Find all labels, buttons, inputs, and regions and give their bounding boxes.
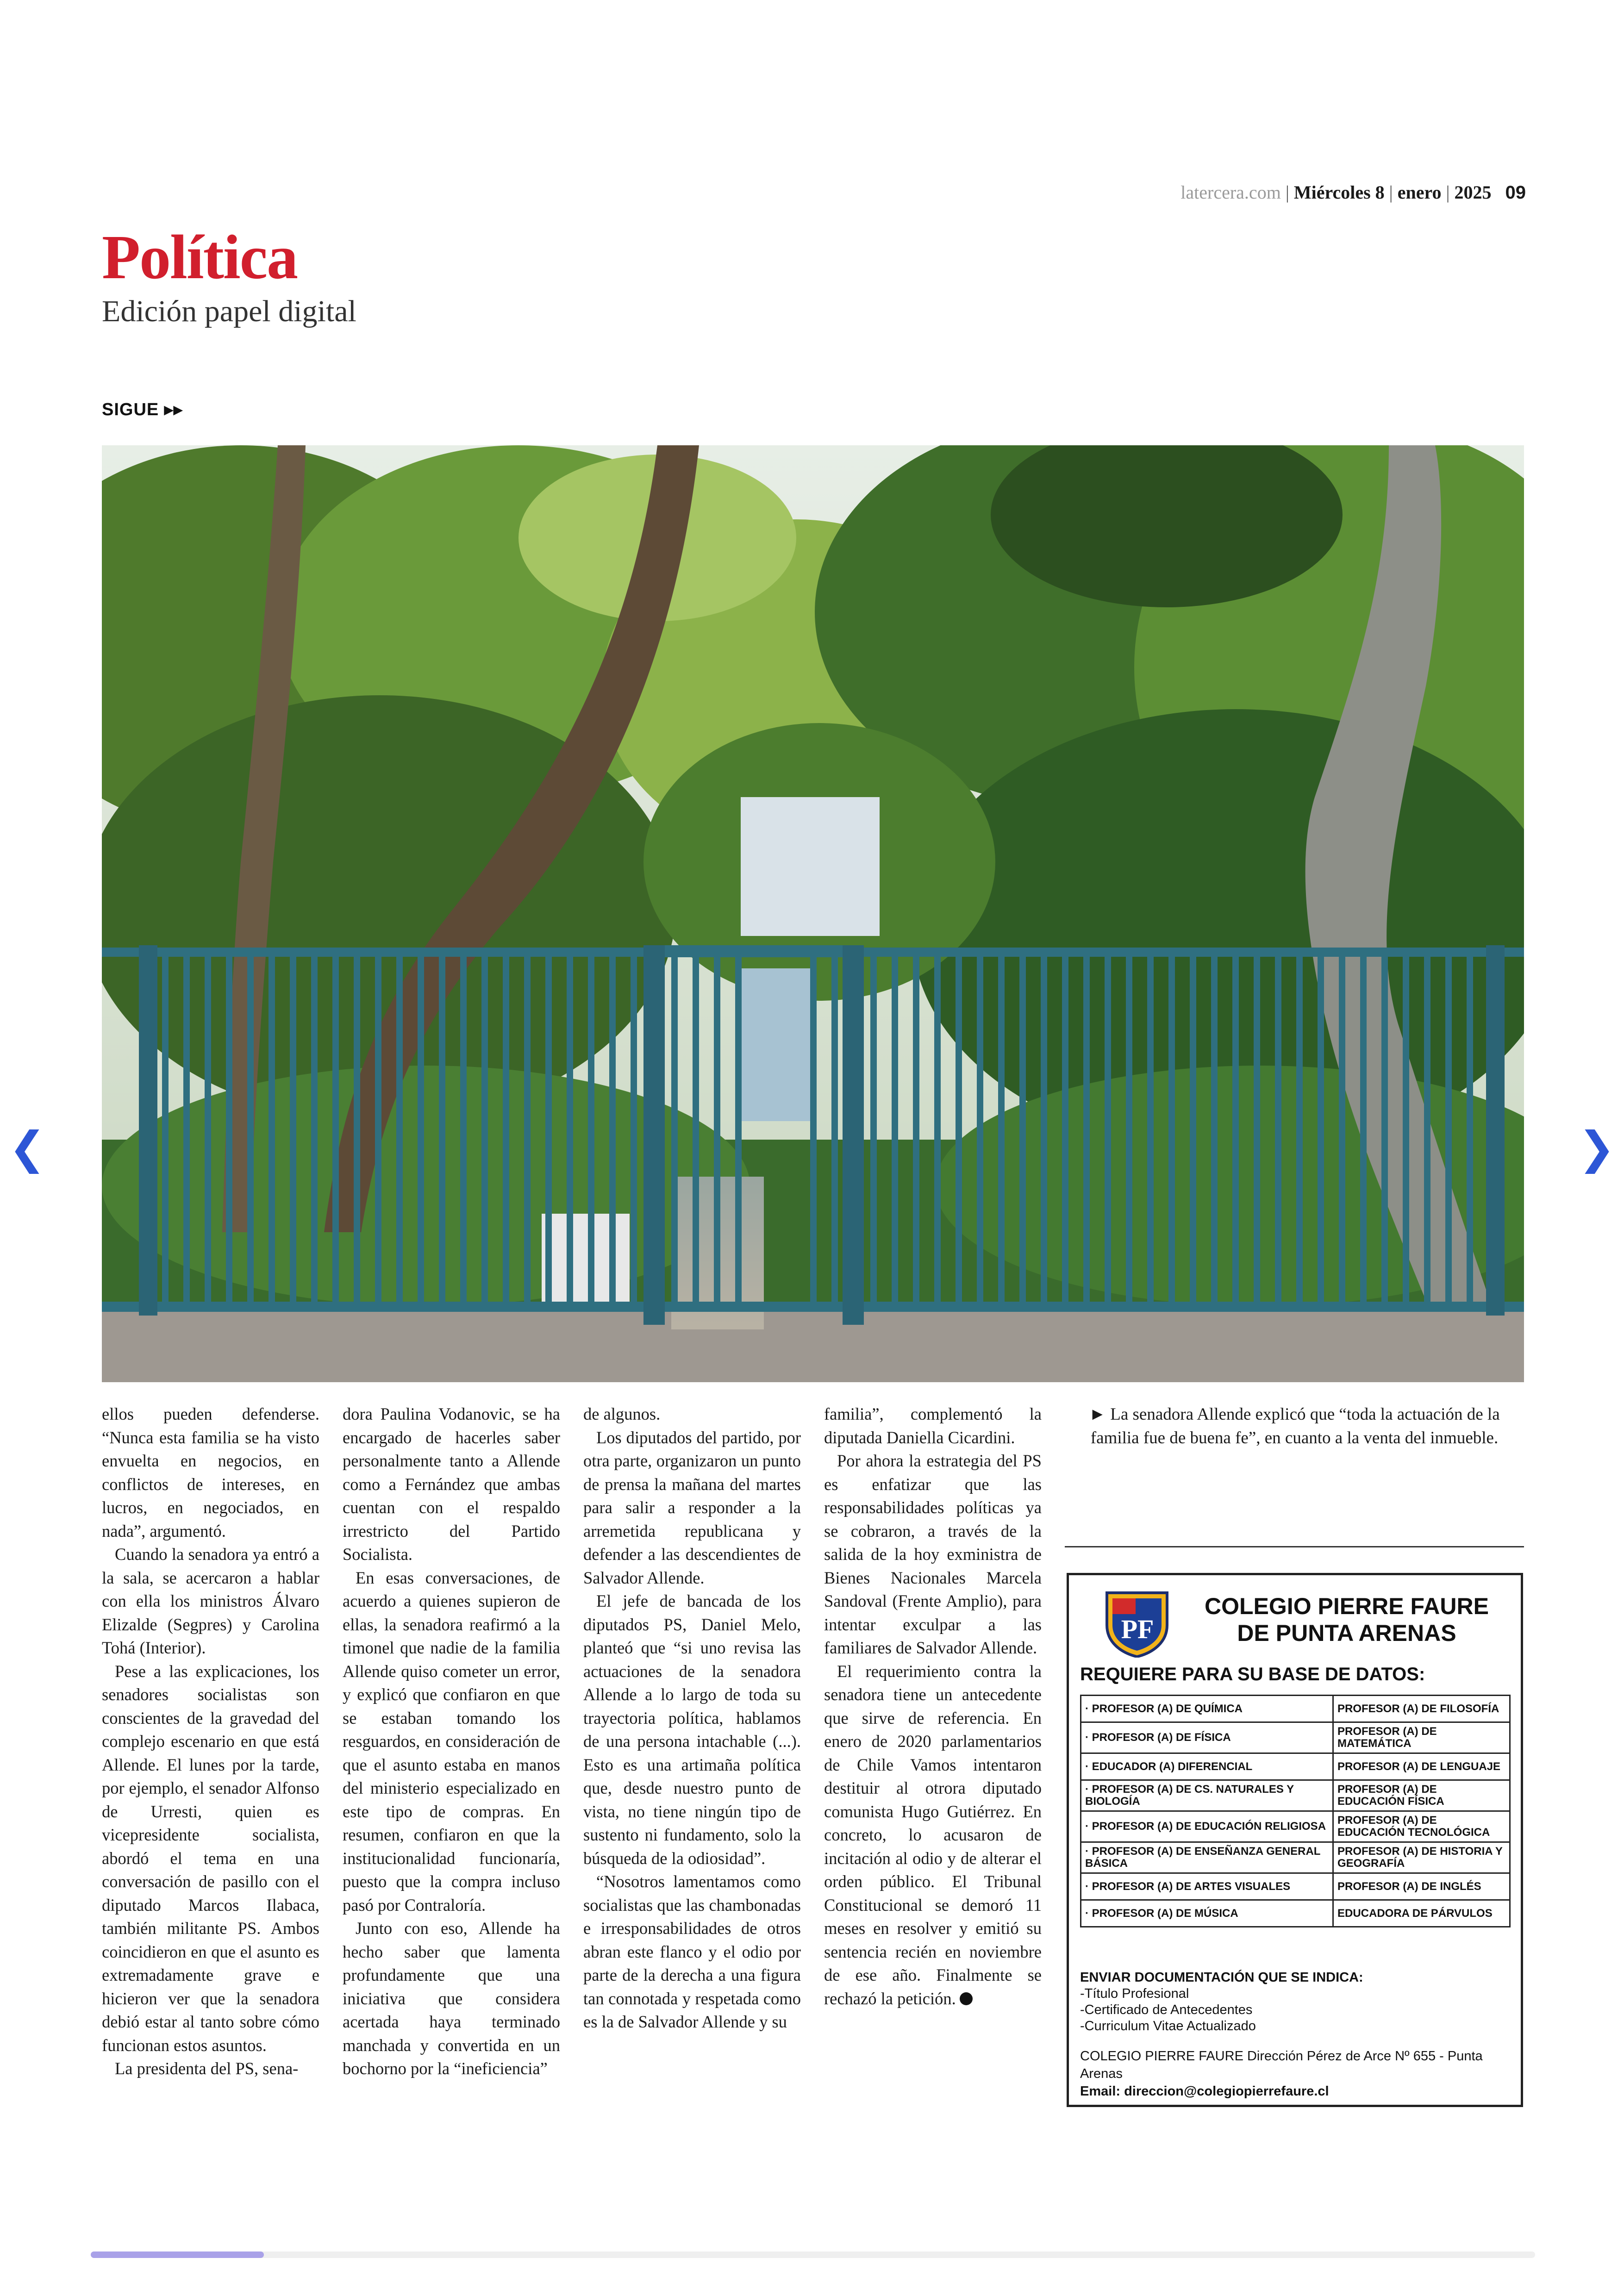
fence-bar [396, 950, 403, 1311]
article-paragraph: familia”, complementó la diputada Daniella Cicardini. [824, 1404, 1042, 1447]
position-cell: PROFESOR (A) DE FILOSOFÍA [1333, 1696, 1510, 1722]
position-cell: · PROFESOR (A) DE FÍSICA [1081, 1722, 1333, 1753]
fence-bar [1083, 950, 1090, 1311]
fence-bar [162, 950, 169, 1311]
position-cell: · PROFESOR (A) DE ARTES VISUALES [1081, 1873, 1333, 1900]
position-cell: · PROFESOR (A) DE ENSEÑANZA GENERAL BÁSICA [1081, 1842, 1333, 1873]
positions-table [1080, 1695, 1511, 1927]
ad-footer [1080, 2047, 1515, 2100]
fence-bar [439, 950, 445, 1311]
school-address: COLEGIO PIERRE FAURE Dirección Pérez de Arce Nº 655 - Punta Arenas [1080, 2049, 1483, 2081]
article-paragraph: “Nosotros lamentamos como socialistas que las chambonadas e irresponsabilidades de otros abran este flanco y el odio por parte de la derecha a una figura tan connotada y respetada como es la de Salvador Allende y su [583, 1872, 801, 2031]
position-cell: · EDUCADOR (A) DIFERENCIAL [1081, 1753, 1333, 1780]
article-paragraph-text: El requerimiento contra la senadora tiene un antecedente que sirve de referencia. En enero de 2020 parlamentarios de Chile Vamos intentaron destituir al otrora diputado comunista Hugo Gutiérrez. En concreto, lo acusaron de incitación al odio y de alterar el orden público. El Tribunal Constitucional se demoró 11 meses en resolver y emitió su sentencia recién en noviembre de ese año. Finalmente se rechazó la petición. [824, 1661, 1042, 2008]
fence-bar [503, 950, 509, 1311]
date-day: Miércoles 8 [1293, 182, 1385, 203]
article-paragraph: El jefe de bancada de los diputados PS, Daniel Melo, planteó que “si uno revisa las actuaciones de la senadora Allende a lo largo de toda su trayectoria política, hablamos de una persona intachable (...). Esto es una artimaña política que, desde nuestro punto de vista, no tiene ningún tipo de sustento ni fundamento, solo la búsqueda de la odiosidad”. [583, 1591, 801, 1868]
fence-bar [332, 950, 339, 1311]
chevron-right-icon: ❯ [1578, 1122, 1616, 1174]
article-paragraph: En esas conversaciones, de acuerdo a quienes supieron de ellas, la senadora reafirmó a la timonel que nadie de la familia Allende quiso cometer un error, y explicó que confiaron en que se estaban tomando los resguardos, en consideración de que el asunto estaba en manos del ministerio especializado en este tipo de compras. En resumen, confiaron en que la institucionalidad funcionaría, puesto que la compra incluso pasó por Contraloría. [343, 1568, 560, 1915]
photo-caption: ► La senadora Allende explicó que “toda la actuación de la familia fue de buena fe”, en cuanto a la venta del inmueble. [1089, 1405, 1500, 1447]
article-paragraph: de algunos. [583, 1404, 661, 1423]
documents-section [1080, 1970, 1363, 2034]
school-job-ad [1067, 1573, 1523, 2107]
house-gate-photo [102, 445, 1524, 1382]
fence-bar [247, 950, 254, 1311]
position-cell: EDUCADORA DE PÁRVULOS [1333, 1900, 1510, 1927]
crest-letters: PF [1121, 1614, 1154, 1644]
position-cell: · PROFESOR (A) DE CS. NATURALES Y BIOLOGÍA [1081, 1780, 1333, 1811]
article-paragraph: La presidenta del PS, sena- [115, 2059, 299, 2078]
fence-bar [1445, 950, 1452, 1311]
fence-bar [1467, 950, 1473, 1311]
fence-bar [545, 950, 552, 1311]
position-cell: PROFESOR (A) DE HISTORIA Y GEOGRAFÍA [1333, 1842, 1510, 1873]
fence-bar [956, 950, 962, 1311]
fence-bar [1424, 950, 1430, 1311]
fence-bar [870, 950, 877, 1311]
fence-bar [892, 950, 898, 1311]
photo-illustration [102, 445, 1524, 1382]
position-cell: · PROFESOR (A) DE QUÍMICA [1081, 1696, 1333, 1722]
position-row [1081, 1696, 1510, 1722]
fence-bar [831, 950, 838, 1311]
article-column-1 [102, 1403, 319, 2081]
page-number: 09 [1505, 182, 1526, 203]
fence-bar [735, 950, 742, 1311]
fence-bar [524, 950, 531, 1311]
position-row [1081, 1842, 1510, 1873]
position-cell: PROFESOR (A) DE INGLÉS [1333, 1873, 1510, 1900]
fence-bar [1275, 950, 1281, 1311]
end-of-article-icon [960, 1992, 973, 2005]
caption-divider [1065, 1546, 1524, 1547]
position-row [1081, 1780, 1510, 1811]
date-month: enero [1397, 182, 1442, 203]
fence-bar [714, 950, 720, 1311]
school-name-line-2: DE PUNTA ARENAS [1237, 1620, 1456, 1646]
article-paragraph: Cuando la senadora ya entró a la sala, se acercaron a hablar con ella los ministros Álvaro Elizalde (Segpres) y Carolina Tohá (Interior). [102, 1545, 319, 1657]
position-cell: · PROFESOR (A) DE EDUCACIÓN RELIGIOSA [1081, 1811, 1333, 1842]
chevron-left-icon: ❮ [8, 1122, 46, 1174]
fence-bar [1339, 950, 1345, 1311]
fence-bar [1168, 950, 1175, 1311]
article-paragraph: Por ahora la estrategia del PS es enfatizar que las responsabilidades políticas ya se cobraron, a través de la salida de la hoy exministra de Bienes Nacionales Marcela Sandoval (Frente Amplio), para intentar exculpar a las familiares de Salvador Allende. [824, 1451, 1042, 1657]
fence-bar [998, 950, 1005, 1311]
fence-bar [226, 950, 232, 1311]
fence-bar [1105, 950, 1111, 1311]
fence-bar [375, 950, 381, 1311]
previous-page-button[interactable] [6, 1123, 48, 1173]
fence-bar [311, 950, 318, 1311]
school-name-line-1: COLEGIO PIERRE FAURE [1205, 1593, 1489, 1619]
position-cell: PROFESOR (A) DE MATEMÁTICA [1333, 1722, 1510, 1753]
article-paragraph: dora Paulina Vodanovic, se ha encargado de hacerles saber personalmente tanto a Allende como a Fernández que ambas cuentan con el respaldo irrestricto del Partido Socialista. [343, 1404, 560, 1564]
fence-bar [631, 950, 637, 1311]
document-item: -Título Profesional [1080, 1986, 1189, 2001]
fence-bar [1403, 950, 1409, 1311]
position-cell: PROFESOR (A) DE EDUCACIÓN FÍSICA [1333, 1780, 1510, 1811]
position-cell: PROFESOR (A) DE EDUCACIÓN TECNOLÓGICA [1333, 1811, 1510, 1842]
fence-bar [1381, 950, 1388, 1311]
fence-bar [1147, 950, 1154, 1311]
site-name: latercera.com [1181, 182, 1281, 203]
fence-bar [460, 950, 467, 1311]
documents-heading: ENVIAR DOCUMENTACIÓN QUE SE INDICA: [1080, 1970, 1363, 1985]
article-paragraph [824, 1660, 1042, 2011]
article-paragraph: Junto con eso, Allende ha hecho saber que lamenta profundamente que una iniciativa que considera acertada haya terminado manchada y convertida en un bochorno por la “ineficiencia” [343, 1919, 560, 2078]
fence-bar [810, 950, 817, 1311]
fence-bar [609, 950, 616, 1311]
article-column-4 [824, 1403, 1042, 2010]
article-paragraph: Pese a las explicaciones, los senadores socialistas son conscientes de la gravedad del complejo escenario en que está Allende. El lunes por la tarde, por ejemplo, el senador Alfonso de Urresti, quien es vicepresidente socialista, abordó el tema en una conversación de pasillo con el diputado Marcos Ilabaca, también militante PS. Ambos coincidieron en que el asunto es extremadamente grave e hicieron ver que la senadora debió estar al tanto sobre cómo funcionan estos asuntos. [102, 1661, 319, 2055]
fence-bar [1211, 950, 1218, 1311]
school-name [1185, 1593, 1509, 1646]
position-row [1081, 1722, 1510, 1753]
fence-bar [693, 950, 699, 1311]
fence-bar [1126, 950, 1132, 1311]
fence-bar [418, 950, 424, 1311]
next-page-button[interactable] [1576, 1123, 1618, 1173]
fence-bar [671, 950, 678, 1311]
fence-bar [1360, 950, 1367, 1311]
section-subtitle: Edición papel digital [102, 294, 356, 328]
section-title: Política [102, 223, 298, 292]
fence-bar [1019, 950, 1026, 1311]
fence-bar [1190, 950, 1196, 1311]
fence-bar [1296, 950, 1303, 1311]
document-item: -Curriculum Vitae Actualizado [1080, 2019, 1256, 2033]
fence-bar [205, 950, 211, 1311]
position-row [1081, 1873, 1510, 1900]
position-row [1081, 1753, 1510, 1780]
fence-bar [354, 950, 360, 1311]
fence-bar [1062, 950, 1068, 1311]
position-row [1081, 1900, 1510, 1927]
fence-bar [1041, 950, 1047, 1311]
fence-bar [1318, 950, 1324, 1311]
page-folio: latercera.com | Miércoles 8 | enero | 2025 09 [1181, 182, 1526, 203]
fence-bar [934, 950, 941, 1311]
article-paragraph: ellos pueden defenderse. “Nunca esta familia se ha visto envuelta en negocios, en conflictos de intereses, en lucros, en negociados, en nada”, argumentó. [102, 1404, 319, 1540]
date-year: 2025 [1454, 182, 1492, 203]
reading-progress-fill [91, 2251, 264, 2258]
fence-bar [567, 950, 573, 1311]
article-paragraph: Los diputados del partido, por otra parte, organizaron un punto de prensa la mañana del martes para salir a responder a la arremetida republicana y defender a las descendientes de Salvador Allende. [583, 1428, 801, 1587]
article-column-2 [343, 1403, 560, 2081]
fence-bar [588, 950, 594, 1311]
school-email: Email: direccion@colegiopierrefaure.cl [1080, 2084, 1329, 2099]
fence-bar [913, 950, 919, 1311]
sigue-label: SIGUE ▸▸ [102, 400, 183, 419]
fence-bar [290, 950, 296, 1311]
fence-bar [977, 950, 983, 1311]
reading-progress-track [91, 2251, 1535, 2258]
position-cell: · PROFESOR (A) DE MÚSICA [1081, 1900, 1333, 1927]
fence-bar [183, 950, 190, 1311]
document-item: -Certificado de Antecedentes [1080, 2002, 1253, 2017]
fence-bar [269, 950, 275, 1311]
fence-bar [1232, 950, 1239, 1311]
fence-bar [481, 950, 488, 1311]
ad-require-heading: REQUIERE PARA SU BASE DE DATOS: [1080, 1664, 1425, 1684]
school-crest-icon [1102, 1588, 1172, 1658]
position-cell: PROFESOR (A) DE LENGUAJE [1333, 1753, 1510, 1780]
position-row [1081, 1811, 1510, 1842]
article-column-3 [583, 1403, 801, 2034]
fence-bar [1254, 950, 1260, 1311]
